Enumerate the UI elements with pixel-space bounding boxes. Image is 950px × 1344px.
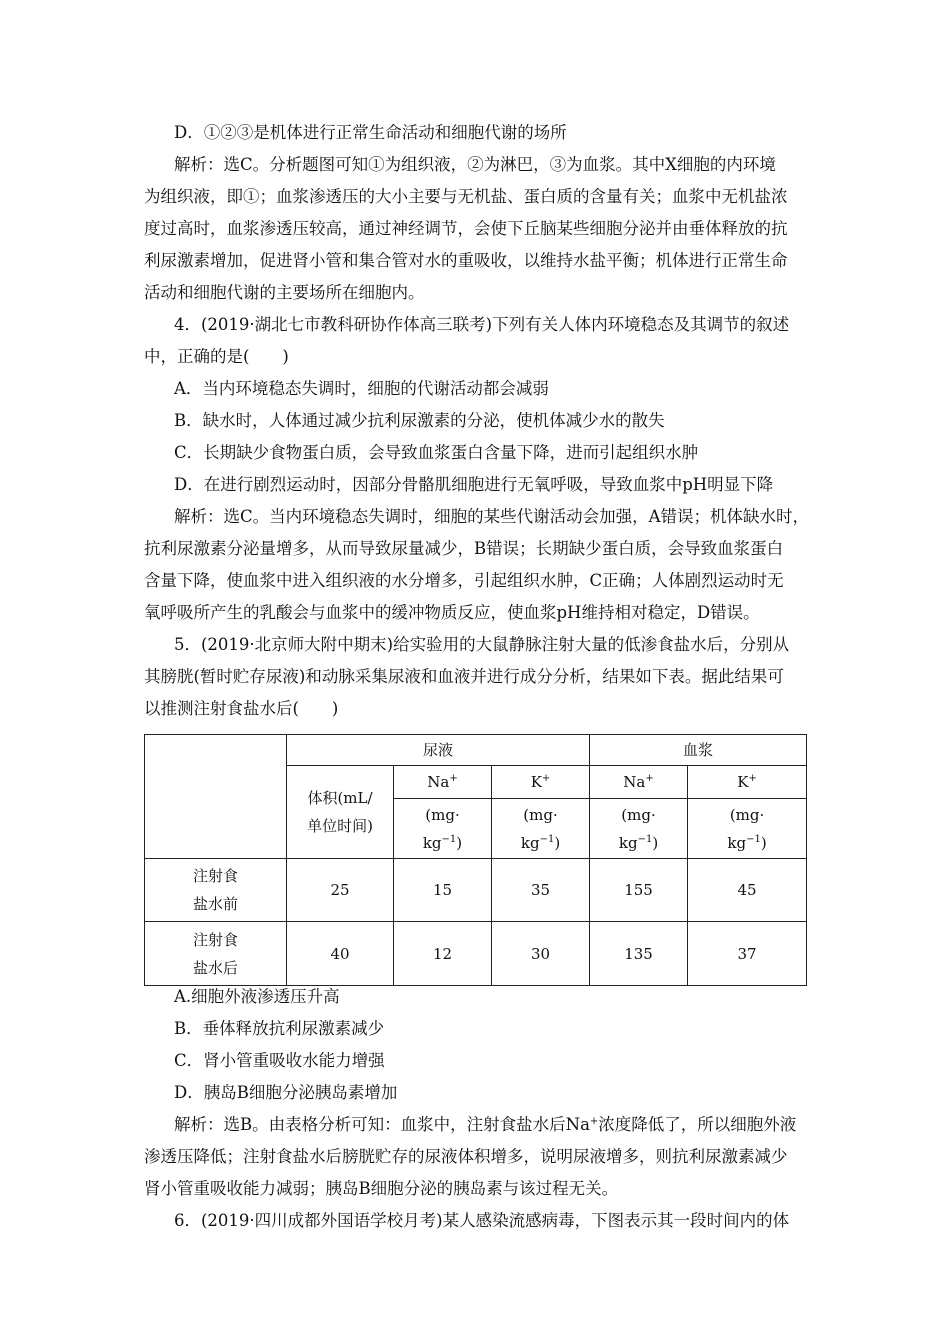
q4-option-d: D．在进行剧烈运动时，因部分骨骼肌细胞进行无氧呼吸，导致血浆中pH明显下降 <box>174 475 774 494</box>
header-urine-k: K+ <box>492 766 590 799</box>
header-plasma: 血浆 <box>590 735 807 766</box>
q5-stem-line-1: 5．(2019·北京师大附中期末)给实验用的大鼠静脉注射大量的低渗食盐水后，分别从 <box>174 635 790 654</box>
table-cell: 30 <box>492 922 590 986</box>
q4-analysis-line-1: 解析：选C。当内环境稳态失调时，细胞的某些代谢活动会加强，A错误；机体缺水时， <box>174 507 810 526</box>
q3-analysis-line-5: 活动和细胞代谢的主要场所在细胞内。 <box>144 283 425 302</box>
table-cell: 25 <box>287 859 394 922</box>
q6-stem-line-1: 6．(2019·四川成都外国语学校月考)某人感染流感病毒，下图表示其一段时间内的体 <box>174 1211 790 1230</box>
row-label: 注射食 盐水前 <box>145 859 287 922</box>
unit-cell: (mg· $kg^{-1}$) <box>688 799 807 859</box>
q4-analysis-line-2: 抗利尿激素分泌量增多，从而导致尿量减少，B错误；长期缺少蛋白质，会导致血浆蛋白 <box>144 539 784 558</box>
q5-analysis-line-1: 解析：选B。由表格分析可知：血浆中，注射食盐水后Na+浓度降低了，所以细胞外液 <box>174 1115 797 1134</box>
table-cell: 155 <box>590 859 688 922</box>
q5-option-d: D．胰岛B细胞分泌胰岛素增加 <box>174 1083 398 1102</box>
table-cell: 45 <box>688 859 807 922</box>
results-table <box>144 734 807 986</box>
table-cell: 12 <box>394 922 492 986</box>
unit-cell: (mg· $kg^{-1}$) <box>394 799 492 859</box>
q5-option-c: C．肾小管重吸收水能力增强 <box>174 1051 385 1070</box>
header-urine-na: Na+ <box>394 766 492 799</box>
q4-stem-line-2: 中，正确的是( ) <box>144 347 289 366</box>
table-cell: 40 <box>287 922 394 986</box>
q4-option-b: B．缺水时，人体通过减少抗利尿激素的分泌，使机体减少水的散失 <box>174 411 665 430</box>
q5-analysis-line-2: 渗透压降低；注射食盐水后膀胱贮存的尿液体积增多，说明尿液增多，则抗利尿激素减少 <box>144 1147 788 1166</box>
unit-cell: (mg· $kg^{-1}$) <box>492 799 590 859</box>
header-volume: 体积(mL/ 单位时间) <box>287 766 394 859</box>
q5-stem-line-3: 以推测注射食盐水后( ) <box>144 699 339 718</box>
header-plasma-na: Na+ <box>590 766 688 799</box>
q3-analysis-line-4: 利尿激素增加，促进肾小管和集合管对水的重吸收，以维持水盐平衡；机体进行正常生命 <box>144 251 788 270</box>
table-cell: 15 <box>394 859 492 922</box>
q3-analysis-line-1: 解析：选C。分析题图可知①为组织液，②为淋巴，③为血浆。其中X细胞的内环境 <box>174 155 776 174</box>
header-urine: 尿液 <box>287 735 590 766</box>
q5-option-a: A.细胞外液渗透压升高 <box>174 987 340 1006</box>
table-corner-cell <box>145 735 287 859</box>
q4-stem-line-1: 4．(2019·湖北七市教科研协作体高三联考)下列有关人体内环境稳态及其调节的叙述 <box>174 315 790 334</box>
q4-option-c: C．长期缺少食物蛋白质，会导致血浆蛋白含量下降，进而引起组织水肿 <box>174 443 699 462</box>
table-cell: 37 <box>688 922 807 986</box>
unit-cell: (mg· $kg^{-1}$) <box>590 799 688 859</box>
table-row <box>145 859 807 922</box>
q4-analysis-line-4: 氧呼吸所产生的乳酸会与血浆中的缓冲物质反应，使血浆pH维持相对稳定，D错误。 <box>144 603 760 622</box>
q5-stem-line-2: 其膀胱(暂时贮存尿液)和动脉采集尿液和血液并进行成分分析，结果如下表。据此结果可 <box>144 667 784 686</box>
table-cell: 35 <box>492 859 590 922</box>
table-cell: 135 <box>590 922 688 986</box>
q3-option-d: D．①②③是机体进行正常生命活动和细胞代谢的场所 <box>174 123 567 142</box>
table-row <box>145 922 807 986</box>
q4-option-a: A．当内环境稳态失调时，细胞的代谢活动都会减弱 <box>174 379 549 398</box>
q4-analysis-line-3: 含量下降，使血浆中进入组织液的水分增多，引起组织水肿，C正确；人体剧烈运动时无 <box>144 571 784 590</box>
q3-analysis-line-3: 度过高时，血浆渗透压较高，通过神经调节，会使下丘脑某些细胞分泌并由垂体释放的抗 <box>144 219 788 238</box>
row-label: 注射食 盐水后 <box>145 922 287 986</box>
q5-analysis-line-3: 肾小管重吸收能力减弱；胰岛B细胞分泌的胰岛素与该过程无关。 <box>144 1179 619 1198</box>
header-plasma-k: K+ <box>688 766 807 799</box>
q5-option-b: B．垂体释放抗利尿激素减少 <box>174 1019 385 1038</box>
q3-analysis-line-2: 为组织液，即①；血浆渗透压的大小主要与无机盐、蛋白质的含量有关；血浆中无机盐浓 <box>144 187 788 206</box>
